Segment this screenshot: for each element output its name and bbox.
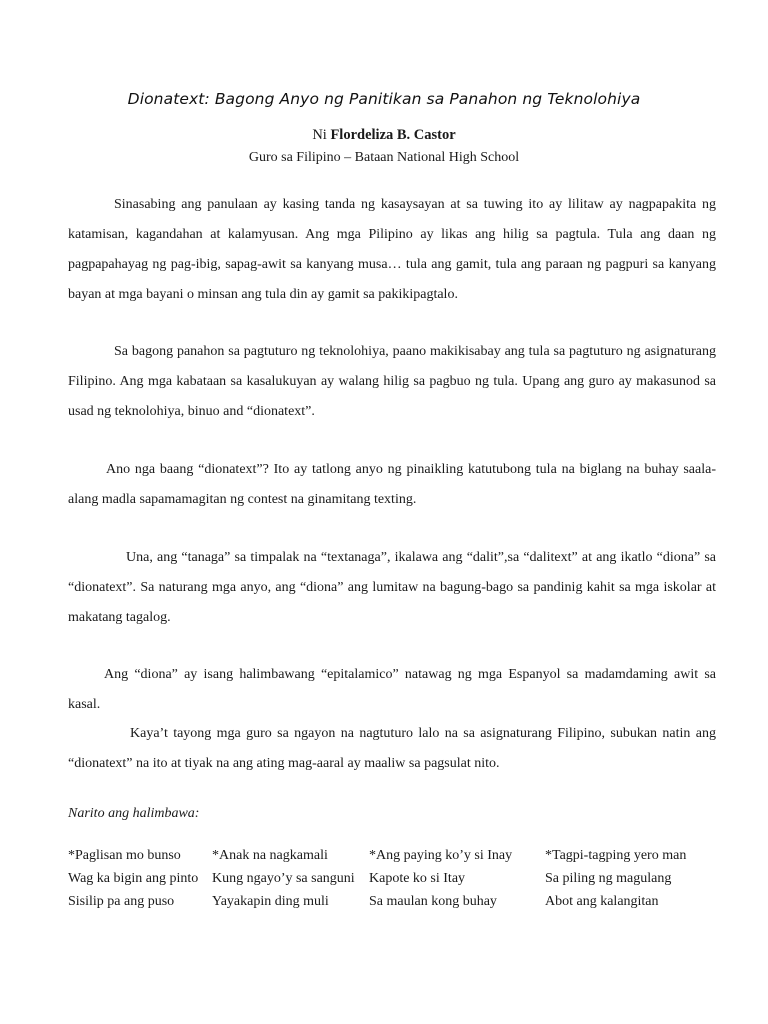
author-prefix: Ni	[312, 127, 331, 143]
poem-line: *Anak na nagkamali	[212, 848, 328, 863]
poem-line: Kung ngayo’y sa sanguni	[212, 871, 355, 886]
poem-2	[212, 844, 355, 913]
paragraph-6: Kaya’t tayong mga guro sa ngayon na nagtuturo lalo na sa asignaturang Filipino, subukan natin ang “dionatext” na ito at tiyak na ang ating mag-aaral ay maaliw sa pagsulat nito.	[68, 726, 716, 771]
poem-line: Wag ka bigin ang pinto	[68, 871, 199, 886]
poem-line: Sa maulan kong buhay	[369, 894, 497, 909]
poem-3	[369, 844, 512, 913]
poem-line: Abot ang kalangitan	[545, 894, 659, 909]
author-affiliation: Guro sa Filipino – Bataan National High School	[248, 150, 520, 165]
author-name: Flordeliza B. Castor	[330, 127, 456, 143]
paragraph-5: Ang “diona” ay isang halimbawang “epitalamico” natawag ng mga Espanyol sa madamdaming awit sa kasal.	[68, 667, 716, 712]
poem-4	[545, 844, 686, 913]
document-title: Dionatext: Bagong Anyo ng Panitikan sa Panahon ng Teknolohiya	[127, 90, 641, 108]
poem-line: Kapote ko si Itay	[369, 871, 466, 886]
author-line	[0, 127, 768, 144]
poem-line: *Ang paying ko’y si Inay	[369, 848, 513, 863]
poem-examples	[68, 844, 728, 916]
poem-line: Sisilip pa ang puso	[68, 894, 175, 909]
examples-intro: Narito ang halimbawa:	[68, 806, 200, 821]
paragraph-4: Una, ang “tanaga” sa timpalak na “textanaga”, ikalawa ang “dalit”,sa “dalitext” at ang ikatlo “diona” sa “dionatext”. Sa naturang mga anyo, ang “diona” ang lumitaw na bagung-bago sa pandinig kahit sa mga iskolar at makatang tagalog.	[68, 550, 716, 625]
poem-line: *Tagpi-tagping yero man	[545, 848, 687, 863]
poem-line: *Paglisan mo bunso	[68, 848, 181, 863]
paragraph-1: Sinasabing ang panulaan ay kasing tanda ng kasaysayan at sa tuwing ito ay lilitaw ay nagpapakita ng katamisan, kagandahan at kalamyusan. Ang mga Pilipino ay likas ang hilig sa pagtula. Tula ang daan ng pagpapahayag ng pag-ibig, sapag-awit sa kanyang musa… tula ang gamit, tula ang paraan ng pagpuri sa kanyang bayan at mga bayani o minsan ang tula din ay gamit sa pakikipagtalo.	[68, 197, 716, 302]
poem-line: Sa piling ng magulang	[545, 871, 672, 886]
poem-line: Yayakapin ding muli	[212, 894, 329, 909]
paragraph-2: Sa bagong panahon sa pagtuturo ng teknolohiya, paano makikisabay ang tula sa pagtuturo ng asignaturang Filipino. Ang mga kabataan sa kasalukuyan ay walang hilig sa pagbuo ng tula. Upang ang guro ay makasunod sa usad ng teknolohiya, binuo and “dionatext”.	[68, 344, 716, 419]
poem-1	[68, 844, 198, 913]
paragraph-3: Ano nga baang “dionatext”? Ito ay tatlong anyo ng pinaikling katutubong tula na biglang na buhay saala-alang madla sapamamagitan ng contest na ginamitang texting.	[68, 462, 716, 507]
